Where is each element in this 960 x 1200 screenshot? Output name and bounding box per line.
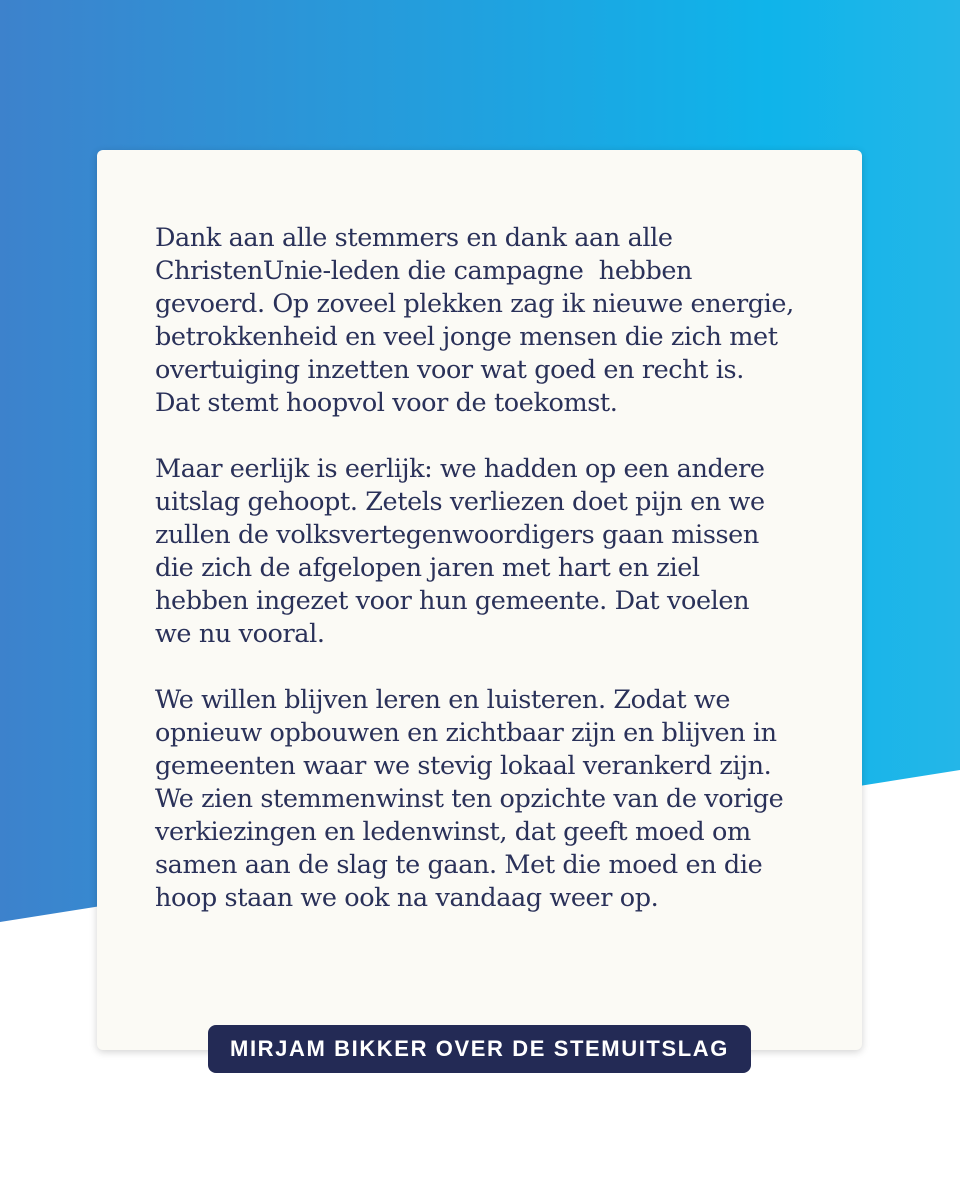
paragraph bbox=[155, 453, 835, 651]
text-line: samen aan de slag te gaan. Met die moed en die bbox=[155, 850, 763, 880]
text-line: We zien stemmenwinst ten opzichte van de vorige bbox=[155, 784, 784, 814]
text-line: Dank aan alle stemmers en dank aan alle bbox=[155, 223, 673, 253]
paragraph bbox=[155, 684, 835, 915]
text-line: gevoerd. Op zoveel plekken zag ik nieuwe energie, bbox=[155, 289, 794, 319]
text-line: overtuiging inzetten voor wat goed en recht is. bbox=[155, 355, 744, 385]
text-line: betrokkenheid en veel jonge mensen die zich met bbox=[155, 322, 778, 352]
statement-text bbox=[155, 222, 835, 915]
text-line: zullen de volksvertegenwoordigers gaan missen bbox=[155, 520, 759, 550]
caption-label: MIRJAM BIKKER OVER DE STEMUITSLAG bbox=[230, 1036, 729, 1061]
text-line: Dat stemt hoopvol voor de toekomst. bbox=[155, 388, 618, 418]
text-line: hoop staan we ook na vandaag weer op. bbox=[155, 883, 659, 913]
text-line: we nu vooral. bbox=[155, 619, 325, 649]
text-line: gemeenten waar we stevig lokaal verankerd zijn. bbox=[155, 751, 772, 781]
paragraph bbox=[155, 222, 835, 420]
text-line: ChristenUnie-leden die campagne hebben bbox=[155, 256, 693, 286]
caption-banner bbox=[208, 1025, 751, 1073]
text-line: die zich de afgelopen jaren met hart en ziel bbox=[155, 553, 700, 583]
text-line: We willen blijven leren en luisteren. Zodat we bbox=[155, 685, 731, 715]
text-line: Maar eerlijk is eerlijk: we hadden op een andere bbox=[155, 454, 765, 484]
text-line: hebben ingezet voor hun gemeente. Dat voelen bbox=[155, 586, 750, 616]
text-line: verkiezingen en ledenwinst, dat geeft moed om bbox=[155, 817, 751, 847]
text-line: opnieuw opbouwen en zichtbaar zijn en blijven in bbox=[155, 718, 777, 748]
text-line: uitslag gehoopt. Zetels verliezen doet pijn en we bbox=[155, 487, 765, 517]
